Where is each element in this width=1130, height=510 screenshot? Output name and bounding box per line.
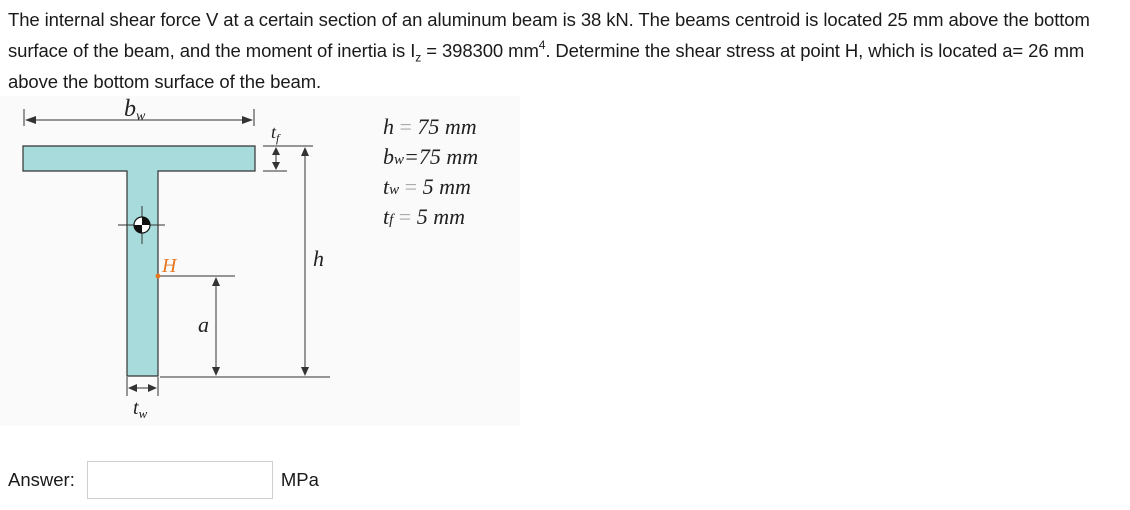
tf-label: $t_f$ — [271, 122, 280, 145]
tw-label: $t_w$ — [133, 397, 148, 421]
question-text — [8, 4, 1126, 97]
param-bw: bw=75 mm — [383, 144, 479, 169]
param-h: h = 75 mm — [383, 114, 477, 139]
answer-input[interactable] — [87, 461, 273, 499]
answer-label: Answer: — [8, 469, 75, 490]
question-part-3: . Determine the shear stress at point H, which is located a= 26 mm above the bottom surface of the beam. — [8, 40, 1085, 92]
point-h-label: H — [162, 255, 177, 277]
bw-label: bw — [124, 96, 146, 124]
a-label: a — [198, 312, 209, 337]
h-label: h — [313, 246, 324, 271]
param-tf: tf = 5 mm — [383, 204, 465, 229]
question-part-1: The internal shear force V at a certain section of an aluminum beam is 38 kN. The beams centroid is located 25 mm above the bottom surface of the beam, and the moment of inertia is I — [8, 9, 1090, 61]
iz-subscript: z — [415, 50, 422, 65]
answer-unit: MPa — [280, 469, 319, 490]
mm-superscript: 4 — [538, 37, 546, 52]
point-h-marker — [156, 274, 161, 279]
param-tw: tw = 5 mm — [383, 174, 471, 199]
answer-row — [8, 460, 319, 500]
parameter-list — [383, 111, 543, 231]
question-part-2: = 398300 mm — [421, 40, 539, 61]
